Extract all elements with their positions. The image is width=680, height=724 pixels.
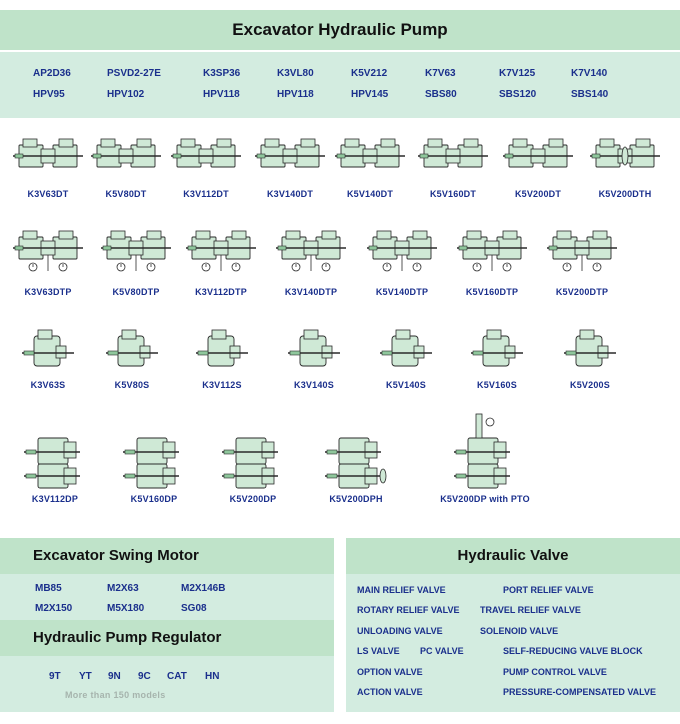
valve-item: PUMP CONTROL VALVE xyxy=(503,667,607,677)
pump-model-label: K3V140DTP xyxy=(284,287,338,297)
pump-diagram-icon xyxy=(457,229,527,275)
pump-model-label: K5V140DT xyxy=(346,189,394,199)
pump-model-label: K3V112DP xyxy=(31,494,79,504)
swing-motor-model: M2X150 xyxy=(35,603,73,614)
valve-item: SELF-REDUCING VALVE BLOCK xyxy=(503,646,643,656)
valve-item: PORT RELIEF VALVE xyxy=(503,585,594,595)
regulator-model: CAT xyxy=(167,671,187,682)
pump-model-label: K5V160DTP xyxy=(465,287,519,297)
valve-item: PRESSURE-COMPENSATED VALVE xyxy=(503,687,657,697)
pump-diagram-icon xyxy=(547,229,617,275)
pump-diagram-icon xyxy=(590,137,660,183)
pump-model: SBS80 xyxy=(425,89,457,100)
valve-item: UNLOADING VALVE xyxy=(357,626,443,636)
pump-diagram-icon xyxy=(101,229,171,275)
pump-model: HPV118 xyxy=(203,89,240,100)
pump-diagram-icon xyxy=(284,330,344,370)
pump-model-label: K3V63DTP xyxy=(24,287,72,297)
pump-model-label: K3V112S xyxy=(202,380,242,390)
regulator-model: 9N xyxy=(108,671,121,682)
valve-item: TRAVEL RELIEF VALVE xyxy=(480,605,581,615)
pump-model-label: K3V63DT xyxy=(27,189,69,199)
pump-model-label: K5V160DT xyxy=(429,189,477,199)
valve-item: OPTION VALVE xyxy=(357,667,423,677)
pump-model: K7V125 xyxy=(499,68,536,79)
valve-item: PC VALVE xyxy=(420,646,464,656)
regulator-model: HN xyxy=(205,671,220,682)
valve-title: Hydraulic Valve xyxy=(457,547,569,564)
pump-diagram-icon xyxy=(367,229,437,275)
pump-diagram-icon xyxy=(192,330,252,370)
pump-model: HPV95 xyxy=(33,89,65,100)
swing-motor-title: Excavator Swing Motor xyxy=(33,547,199,564)
pump-model: HPV145 xyxy=(351,89,389,100)
swing-motor-model: SG08 xyxy=(181,603,207,614)
pump-diagram-icon xyxy=(91,137,161,183)
valve-item: MAIN RELIEF VALVE xyxy=(357,585,446,595)
regulator-title: Hydraulic Pump Regulator xyxy=(33,629,222,646)
pump-model-label: K5V200DTP xyxy=(555,287,609,297)
pump-model: AP2D36 xyxy=(33,68,71,79)
valve-item: ROTARY RELIEF VALVE xyxy=(357,605,460,615)
valve-item: ACTION VALVE xyxy=(357,687,423,697)
swing-motor-model: MB85 xyxy=(35,583,62,594)
pump-diagram-icon xyxy=(335,137,405,183)
pump-model-label: K3V63S xyxy=(30,380,66,390)
pump-model-label: K5V140DTP xyxy=(375,287,429,297)
pump-diagram-icon xyxy=(13,229,83,275)
pump-model-label: K5V80S xyxy=(114,380,150,390)
pump-model: HPV102 xyxy=(107,89,145,100)
pump-model: SBS120 xyxy=(499,89,537,100)
pump-diagram-icon xyxy=(503,137,573,183)
pump-model-label: K5V80DTP xyxy=(112,287,160,297)
pump-diagram-icon xyxy=(454,432,516,490)
pump-diagram-icon xyxy=(325,432,387,490)
pump-diagram-icon xyxy=(376,330,436,370)
pump-model: K3SP36 xyxy=(203,68,241,79)
pump-model-label: K5V200DP xyxy=(229,494,277,504)
pump-model-label: K5V160DP xyxy=(130,494,178,504)
pump-model-label: K5V200DTH xyxy=(598,189,652,199)
regulator-panel xyxy=(0,656,334,712)
swing-motor-model: M5X180 xyxy=(107,603,145,614)
pump-model-label: K3V140DT xyxy=(266,189,314,199)
pump-model-label: K5V200S xyxy=(570,380,610,390)
pump-diagram-icon xyxy=(13,137,83,183)
pump-diagram-icon xyxy=(18,330,78,370)
pump-model-label: K5V160S xyxy=(477,380,517,390)
pump-model: K7V63 xyxy=(425,68,456,79)
pump-diagram-icon xyxy=(255,137,325,183)
pump-diagram-icon xyxy=(560,330,620,370)
pump-diagram-icon xyxy=(171,137,241,183)
regulator-model: 9C xyxy=(138,671,151,682)
swing-motor-model: M2X146B xyxy=(181,583,226,594)
pump-model: K7V140 xyxy=(571,68,608,79)
pump-diagram-icon xyxy=(418,137,488,183)
pump-model-label: K3V112DT xyxy=(183,189,229,199)
pump-diagram-icon xyxy=(123,432,185,490)
pump-diagram-icon xyxy=(222,432,284,490)
pump-model: HPV118 xyxy=(277,89,314,100)
pump-model-label: K3V140S xyxy=(294,380,334,390)
pump-model: K3VL80 xyxy=(277,68,314,79)
pump-model: K5V212 xyxy=(351,68,388,79)
pump-model-label: K3V112DTP xyxy=(195,287,247,297)
regulator-model: YT xyxy=(79,671,92,682)
pump-model-label: K5V200DP with PTO xyxy=(440,494,530,504)
pump-models-panel xyxy=(0,52,680,118)
pump-model: SBS140 xyxy=(571,89,609,100)
pump-diagram-icon xyxy=(24,432,86,490)
valve-item: SOLENOID VALVE xyxy=(480,626,559,636)
pump-diagram-icon xyxy=(276,229,346,275)
pump-model-label: K5V200DT xyxy=(514,189,562,199)
pump-model-label: K5V200DPH xyxy=(329,494,383,504)
pump-model-label: K5V80DT xyxy=(105,189,147,199)
pump-diagram-icon xyxy=(467,330,527,370)
swing-motor-model: M2X63 xyxy=(107,583,139,594)
pump-diagram-icon xyxy=(186,229,256,275)
pump-title: Excavator Hydraulic Pump xyxy=(232,20,448,39)
valve-item: LS VALVE xyxy=(357,646,400,656)
pump-model-label: K5V140S xyxy=(386,380,426,390)
pump-diagram-icon xyxy=(102,330,162,370)
regulator-model: 9T xyxy=(49,671,61,682)
regulator-note: More than 150 models xyxy=(65,690,166,700)
pump-model: PSVD2-27E xyxy=(107,68,161,79)
